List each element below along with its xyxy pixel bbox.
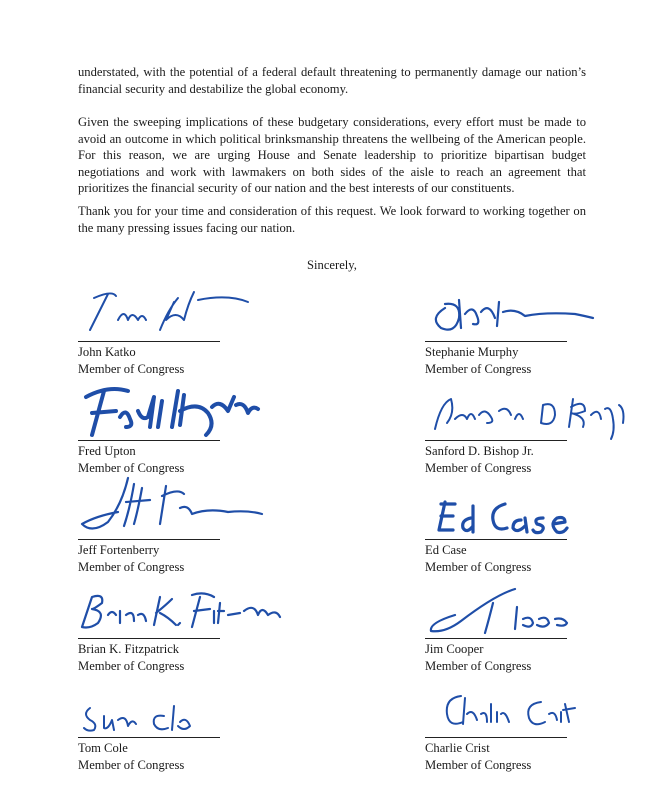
signatory-title: Member of Congress xyxy=(425,461,532,475)
signatory-title: Member of Congress xyxy=(78,758,185,772)
paragraph-1: understated, with the potential of a federal default threatening to permanently damage our nation’s financial security and destabilize the global economy. xyxy=(78,65,586,96)
signature-case xyxy=(415,476,635,536)
signatory-title: Member of Congress xyxy=(78,461,185,475)
signatory-title: Member of Congress xyxy=(425,560,532,574)
signatory-name: Jim Cooper xyxy=(425,642,484,656)
signatory-name: Tom Cole xyxy=(78,741,128,755)
signatory-title: Member of Congress xyxy=(78,659,185,673)
paragraph-3: Thank you for your time and consideration of this request. We look forward to working together on the many pressing issues facing our nation. xyxy=(78,204,586,235)
signature-fortenberry xyxy=(68,474,288,534)
signatory-title: Member of Congress xyxy=(425,659,532,673)
signature-katko xyxy=(68,280,288,340)
signature-fitzpatrick xyxy=(68,575,288,635)
signatory-name: Brian K. Fitzpatrick xyxy=(78,642,180,656)
signature-crist xyxy=(415,674,635,734)
signatory-name: Fred Upton xyxy=(78,444,136,458)
signature-cole xyxy=(68,674,288,734)
signature-bishop xyxy=(415,379,635,439)
signatory-title: Member of Congress xyxy=(78,560,185,574)
signatory-title: Member of Congress xyxy=(425,758,532,772)
signature-upton xyxy=(68,377,288,437)
paragraph-2: Given the sweeping implications of these budgetary considerations, every effort must be made to avoid an outcome in which political brinksmanship threatens the wellbeing of the American people. For this reason, we are urging House and Senate leadership to prioritize bipartisan budget negotiations and work with lawmakers on both sides of the aisle to reach an agreement that prioritizes the financial security of our nation and the best interests of our constituents. xyxy=(78,115,586,196)
signatory-name: Ed Case xyxy=(425,543,467,557)
signature-cooper xyxy=(415,575,635,635)
signatory-name: John Katko xyxy=(78,345,136,359)
signatory-title: Member of Congress xyxy=(425,362,532,376)
closing-salutation: Sincerely, xyxy=(307,258,357,272)
signature-murphy xyxy=(415,278,635,338)
signatory-name: Sanford D. Bishop Jr. xyxy=(425,444,534,458)
signatory-name: Charlie Crist xyxy=(425,741,490,755)
signatory-name: Jeff Fortenberry xyxy=(78,543,160,557)
signatory-name: Stephanie Murphy xyxy=(425,345,519,359)
signatory-title: Member of Congress xyxy=(78,362,185,376)
